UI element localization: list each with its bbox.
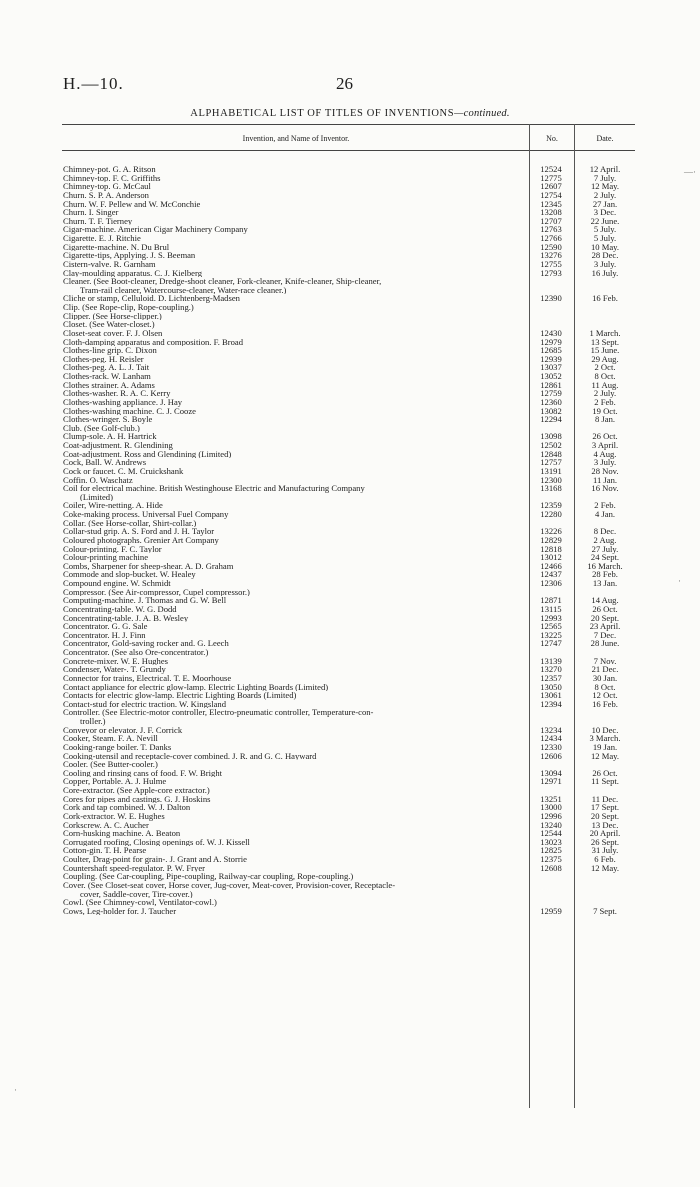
patent-date: 2 Feb. (594, 396, 616, 407)
patent-date: 3 March. (589, 733, 621, 744)
invention-title: Coke-making process. Universal Fuel Company (63, 510, 229, 519)
patent-date: 19 Oct. (592, 405, 618, 416)
patent-number: 13270 (540, 664, 562, 675)
patent-number: 13240 (540, 819, 562, 830)
patent-number: 13052 (540, 371, 562, 381)
invention-title: Condenser, Water-. T. Grundy (63, 665, 166, 674)
patent-number: 12607 (540, 181, 562, 192)
patent-number: 13082 (540, 405, 562, 416)
invention-title: Tram-rail cleaner, Watercourse-cleaner, Water-race cleaner.) (80, 285, 287, 295)
invention-title: Clip. (See Rope-clip, Rope-coupling.) (63, 303, 194, 312)
invention-title: Cigarette-tips, Applying. J. S. Beeman (63, 251, 196, 260)
invention-title: Computing-machine. J. Thomas and G. W. Bell (63, 596, 227, 605)
invention-title: Contact-stud for electric traction. W. Kingsland (63, 699, 226, 709)
invention-title: Clothes-peg. A. L. J. Tait (63, 363, 150, 372)
invention-title: Concentrating-table. W. G. Dodd (63, 604, 177, 614)
patent-date: 3 July. (593, 457, 617, 468)
invention-title: Coat-adjustment. Ross and Glendining (Limited) (63, 449, 232, 459)
patent-number: 12871 (540, 595, 562, 606)
invention-title: Coupling. (See Car-coupling, Pipe-coupling, Railway-car coupling, Rope-coupling.) (63, 872, 354, 881)
invention-title: troller.) (80, 717, 106, 726)
patent-date: 1 March. (589, 327, 621, 338)
list-item (0, 639, 700, 648)
patent-number: 13139 (540, 655, 562, 666)
patent-number: 13115 (540, 603, 562, 614)
patent-date: 3 Dec. (593, 207, 617, 218)
invention-title: Cows, Leg-holder for. J. Taucher (63, 906, 177, 916)
patent-number: 12502 (540, 440, 562, 450)
patent-number: 12565 (540, 621, 562, 632)
patent-number: 12590 (540, 241, 562, 252)
invention-title: Club. (See Golf-club.) (63, 423, 140, 433)
patent-number: 12971 (540, 776, 562, 787)
patent-number: 12394 (540, 698, 562, 709)
inventions-list (0, 165, 700, 915)
invention-title: Cleaner. (See Boot-cleaner, Dredge-shoot cleaner, Fork-cleaner, Knife-cleaner, Ship-cleaner, (63, 277, 382, 286)
table-top-rule (62, 124, 635, 125)
patent-date: 2 July. (593, 388, 617, 399)
margin-mark: · (678, 576, 681, 586)
invention-title: Coulter, Drag-point for grain-. J. Grant and A. Storrie (63, 855, 247, 864)
invention-title: Closet-seat cover. F. J. Olsen (63, 328, 163, 338)
list-title-main: ALPHABETICAL LIST OF TITLES OF INVENTIONS (190, 108, 455, 119)
patent-number: 12608 (540, 862, 562, 873)
invention-title: Collar. (See Horse-collar, Shirt-collar.) (63, 518, 197, 528)
patent-date: 7 Dec. (593, 629, 617, 640)
table-header-rule (62, 150, 635, 151)
list-item (0, 708, 700, 717)
invention-title: Chimney-pot. G. A. Ritson (63, 165, 156, 174)
patent-number: 13276 (540, 250, 562, 261)
patent-number: 12829 (540, 534, 562, 545)
patent-number: 12685 (540, 345, 562, 356)
patent-date: 13 Sept. (590, 336, 620, 347)
invention-title: Cooking-utensil and receptacle-cover combined. J. R. and G. C. Hayward (63, 751, 317, 761)
list-title-suffix: —continued. (454, 108, 510, 119)
patent-number: 12390 (540, 293, 562, 304)
invention-title: Cistern-valve. R. Garnham (63, 259, 156, 269)
list-item (0, 312, 700, 321)
patent-number: 12345 (540, 198, 562, 209)
patent-number: 12524 (540, 164, 562, 174)
patent-date: 6 Feb. (594, 854, 616, 864)
patent-number: 12466 (540, 560, 562, 571)
patent-date: 10 May. (590, 241, 620, 252)
patent-date: 16 March. (587, 560, 623, 571)
patent-date: 5 July. (593, 233, 617, 243)
patent-number: 12294 (540, 414, 562, 425)
patent-number: 12993 (540, 612, 562, 623)
patent-number: 12754 (540, 189, 562, 200)
column-header-no: No. (546, 134, 558, 143)
column-header-date: Date. (596, 134, 614, 143)
patent-number: 13225 (540, 629, 562, 640)
invention-title: Contact appliance for electric glow-lamp. Electric Lighting Boards (Limited) (63, 682, 329, 692)
patent-date: 2 Oct. (594, 362, 616, 373)
patent-date: 26 Oct. (592, 431, 618, 442)
column-header-name: Invention, and Name of Inventor. (242, 134, 350, 143)
invention-title: Clothes-washing appliance. J. Hay (63, 397, 183, 407)
list-item (0, 777, 700, 786)
patent-date: 7 Nov. (593, 655, 617, 666)
invention-title: Clothes strainer. A. Adams (63, 380, 155, 390)
list-item (0, 907, 700, 916)
patent-number: 13191 (540, 465, 562, 476)
invention-title: Churn. T. F. Tierney (63, 216, 133, 226)
patent-date: 5 July. (593, 224, 617, 235)
invention-title: Clothes-peg. H. Reisler (63, 354, 144, 364)
page-number: 26 (336, 74, 353, 93)
patent-date: 4 Jan. (594, 509, 616, 519)
invention-title: Cork and tap combined. W. J. Dalton (63, 803, 191, 812)
invention-title: Colour-printing machine (63, 553, 149, 562)
invention-title: Concentrator. G. G. Sale (63, 622, 148, 631)
invention-title: Clothes-line grip. C. Dixon (63, 346, 157, 355)
invention-title: Corn-husking machine. A. Beaton (63, 829, 181, 838)
patent-number: 12848 (540, 448, 562, 459)
patent-number: 12755 (540, 258, 562, 269)
patent-number: 12375 (540, 854, 562, 864)
patent-date: 13 Jan. (592, 578, 618, 588)
invention-title: Coffin. O. Waschatz (63, 475, 133, 485)
invention-title: Clothes-rack. W. Lanham (63, 372, 151, 381)
patent-number: 13098 (540, 431, 562, 442)
patent-date: 27 Jan. (592, 198, 618, 209)
invention-title: Churn. W. F. Pellew and W. McConchie (63, 199, 201, 209)
patent-number: 12763 (540, 224, 562, 235)
invention-title: Controller. (See Electric-motor controller, Electro-pneumatic controller, Temperature-con- (63, 708, 374, 717)
invention-title: Concentrating-table. J. A. B. Wesley (63, 613, 189, 623)
patent-number: 12434 (540, 733, 562, 744)
patent-number: 13061 (540, 690, 562, 701)
invention-title: Cliche or stamp, Celluloid. D. Lichtenberg-Madsen (63, 294, 240, 303)
patent-number: 12437 (540, 569, 562, 580)
patent-date: 12 Oct. (592, 690, 618, 701)
list-item (0, 277, 700, 286)
invention-title: Churn. S. P. A. Anderson (63, 190, 149, 200)
patent-date: 11 Aug. (591, 379, 619, 390)
list-item (0, 484, 700, 493)
patent-date: 11 Dec. (591, 793, 619, 804)
patent-number: 13050 (540, 681, 562, 692)
list-item (0, 303, 700, 312)
patent-number: 12300 (540, 474, 562, 485)
patent-number: 13023 (540, 836, 562, 847)
patent-date: 31 July. (591, 845, 619, 856)
invention-title: Cigarette. E. J. Ritchie (63, 234, 141, 243)
invention-title: Concentrator, Gold-saving rocker and. G. Leech (63, 639, 229, 648)
patent-number: 12759 (540, 388, 562, 399)
patent-number: 13094 (540, 767, 562, 778)
invention-title: Collar-stud grip. A. S. Ford and J. H. Taylor (63, 527, 215, 536)
invention-title: Cooker, Steam. F. A. Nevill (63, 734, 158, 743)
invention-title: Clipper. (See Horse-clipper.) (63, 311, 162, 321)
patent-date: 7 July. (593, 172, 617, 183)
patent-date: 12 May. (590, 750, 620, 761)
patent-number: 12280 (540, 509, 562, 519)
patent-number: 12979 (540, 336, 562, 347)
patent-number: 12818 (540, 543, 562, 554)
list-item (0, 872, 700, 881)
patent-number: 13234 (540, 724, 562, 735)
invention-title: Copper, Portable. A. J. Hulme (63, 777, 167, 786)
patent-number: 12357 (540, 672, 562, 683)
invention-title: Clump-sole. A. H. Hartrick (63, 432, 157, 441)
patent-date: 23 April. (589, 621, 621, 632)
patent-date: 30 Jan. (592, 672, 618, 683)
patent-date: 12 April. (589, 164, 621, 174)
invention-title: Concrete-mixer. W. E. Hughes (63, 656, 169, 666)
patent-number: 12707 (540, 215, 562, 226)
patent-date: 20 April. (589, 828, 621, 839)
invention-title: Cigarette-machine. N. Du Brul (63, 242, 170, 252)
patent-date: 28 Dec. (591, 250, 619, 261)
invention-title: Conveyor or elevator. J. F. Corrick (63, 725, 183, 735)
patent-number: 12959 (540, 905, 562, 916)
patent-number: 12996 (540, 810, 562, 821)
patent-date: 2 July. (593, 189, 617, 200)
invention-title: Compressor. (See Air-compressor, Cupel compressor.) (63, 587, 250, 597)
patent-date: 8 Jan. (594, 414, 616, 425)
list-item (0, 890, 700, 899)
patent-number: 12360 (540, 396, 562, 407)
invention-title: Cooking-range boiler. T. Danks (63, 742, 172, 752)
list-item (0, 752, 700, 761)
invention-title: Coat-adjustment. R. Glendining (63, 441, 173, 450)
invention-title: Chimney-top. F. C. Griffiths (63, 173, 161, 183)
list-item (0, 415, 700, 424)
invention-title: Connector for trains, Electrical. T. E. Moorhouse (63, 673, 232, 683)
patent-date: 26 Oct. (592, 767, 618, 778)
patent-date: 16 Feb. (592, 293, 618, 304)
patent-number: 13251 (540, 793, 562, 804)
patent-number: 12939 (540, 353, 562, 364)
document-code: H.—10. (63, 74, 124, 93)
invention-title: Clay-moulding apparatus. C. J. Kielberg (63, 268, 202, 278)
patent-number: 12757 (540, 457, 562, 468)
invention-title: Cork-extractor. W. E. Hughes (63, 811, 165, 821)
list-item (0, 700, 700, 709)
list-item (0, 294, 700, 303)
invention-title: Commode and slop-bucket. W. Healey (63, 570, 196, 579)
patent-date: 7 Sept. (593, 905, 617, 916)
patent-date: 12 May. (590, 862, 620, 873)
patent-date: 26 Sept. (590, 836, 620, 847)
invention-title: Cooling and rinsing cans of food. F. W. Bright (63, 768, 223, 778)
patent-number: 12430 (540, 327, 562, 338)
patent-number: 12306 (540, 578, 562, 588)
patent-date: 16 Feb. (592, 698, 618, 709)
patent-date: 13 Dec. (591, 819, 619, 830)
patent-number: 12606 (540, 750, 562, 761)
invention-title: Cloth-damping apparatus and composition. F. Broad (63, 337, 243, 347)
list-item (0, 510, 700, 519)
invention-title: Cock, Ball. W. Andrews (63, 458, 147, 467)
list-title (0, 108, 700, 119)
invention-title: Cotton-gin. T. H. Pearse (63, 846, 147, 855)
patent-date: 8 Oct. (594, 681, 616, 692)
patent-number: 12766 (540, 233, 562, 243)
invention-title: Corkscrew. A. C. Aucher (63, 820, 149, 830)
list-item (0, 269, 700, 278)
list-item (0, 864, 700, 873)
patent-date: 20 Sept. (590, 810, 620, 821)
patent-date: 3 July. (593, 258, 617, 269)
patent-number: 12861 (540, 379, 562, 390)
patent-number: 13226 (540, 526, 562, 537)
invention-title: Clothes-washer. R. A. C. Kerry (63, 389, 171, 398)
patent-number: 12544 (540, 828, 562, 839)
patent-number: 13000 (540, 802, 562, 813)
patent-date: 11 Jan. (592, 474, 618, 485)
patent-date: 28 Nov. (591, 465, 619, 476)
patent-date: 2 Feb. (594, 500, 616, 511)
patent-date: 24 Sept. (590, 552, 620, 563)
patent-date: 12 May. (590, 181, 620, 192)
patent-date: 8 Oct. (594, 371, 616, 381)
patent-date: 16 July. (591, 267, 619, 278)
patent-number: 13168 (540, 483, 562, 494)
patent-date: 27 July. (591, 543, 619, 554)
patent-date: 28 June. (590, 638, 620, 649)
patent-date: 4 Aug. (593, 448, 617, 459)
invention-title: Concentrator. (See also Ore-concentrator.) (63, 648, 209, 657)
patent-number: 12330 (540, 741, 562, 752)
patent-date: 28 Feb. (592, 569, 618, 580)
patent-date: 17 Sept. (590, 802, 620, 813)
invention-title: Chimney-top. G. McCaul (63, 182, 151, 191)
list-item (0, 579, 700, 588)
patent-number: 12359 (540, 500, 562, 511)
patent-date: 16 Nov. (591, 483, 619, 494)
invention-title: Cores for pipes and castings. G. J. Hoskins (63, 794, 211, 804)
invention-title: Countershaft speed-regulator. P. W. Fryer (63, 863, 206, 873)
invention-title: cover, Saddle-cover, Tire-cover.) (80, 889, 193, 899)
invention-title: Coiler, Wire-netting. A. Hide (63, 501, 163, 510)
margin-mark: —· (684, 167, 696, 177)
patent-date: 19 Jan. (592, 741, 618, 752)
invention-title: Churn. I. Singer (63, 208, 119, 217)
invention-title: Cowl. (See Chimney-cowl, Ventilator-cowl.) (63, 898, 217, 907)
invention-title: Cock or faucet. C. M. Cruickshank (63, 466, 184, 476)
patent-date: 2 Aug. (593, 534, 617, 545)
list-item (0, 881, 700, 890)
patent-number: 12793 (540, 267, 562, 278)
patent-date: 14 Aug. (591, 595, 619, 606)
invention-title: Closet. (See Water-closet.) (63, 320, 155, 329)
patent-number: 13208 (540, 207, 562, 218)
patent-number: 12775 (540, 172, 562, 183)
margin-mark: · (14, 1085, 17, 1095)
invention-title: Colour-printing. F. C. Taylor (63, 544, 162, 554)
patent-date: 26 Oct. (592, 603, 618, 614)
patent-number: 13012 (540, 552, 562, 563)
patent-date: 20 Sept. (590, 612, 620, 623)
invention-title: Core-extractor. (See Apple-core extractor.) (63, 786, 210, 795)
invention-title: Clothes-washing machine. C. J. Cooze (63, 406, 196, 416)
patent-date: 11 Sept. (591, 776, 619, 787)
invention-title: Cover. (See Closet-seat cover, Horse cover, Jug-cover, Meat-cover, Provision-cover, Receptacle- (63, 880, 396, 890)
patent-date: 21 Dec. (591, 664, 619, 675)
invention-title: Corrugated roofing, Closing openings of. W. J. Kissell (63, 837, 250, 847)
patent-date: 8 Dec. (593, 526, 617, 537)
patent-date: 22 June. (590, 215, 620, 226)
patent-date: 3 April. (591, 440, 619, 450)
invention-title: Coil for electrical machine. British Westinghouse Electric and Manufacturing Company (63, 484, 365, 493)
invention-title: Clothes-wringer. S. Boyle (63, 415, 153, 424)
patent-date: 15 June. (590, 345, 620, 356)
patent-date: 29 Aug. (591, 353, 619, 364)
invention-title: Coloured photographs. Grenier Art Company (63, 535, 219, 545)
invention-title: Combs, Sharpener for sheep-shear. A. D. Graham (63, 561, 234, 571)
patent-number: 13037 (540, 362, 562, 373)
invention-title: (Limited) (80, 492, 113, 502)
patent-number: 12747 (540, 638, 562, 649)
patent-number: 12825 (540, 845, 562, 856)
invention-title: Cigar-machine. American Cigar Machinery Company (63, 225, 248, 234)
invention-title: Contacts for electric glow-lamp. Electric Lighting Boards (Limited) (63, 691, 297, 700)
invention-title: Cooler. (See Butter-cooler.) (63, 760, 158, 769)
invention-title: Compound engine. W. Schmidt (63, 579, 171, 588)
patent-date: 10 Dec. (591, 724, 619, 735)
invention-title: Concentrator. H. J. Finn (63, 630, 146, 640)
